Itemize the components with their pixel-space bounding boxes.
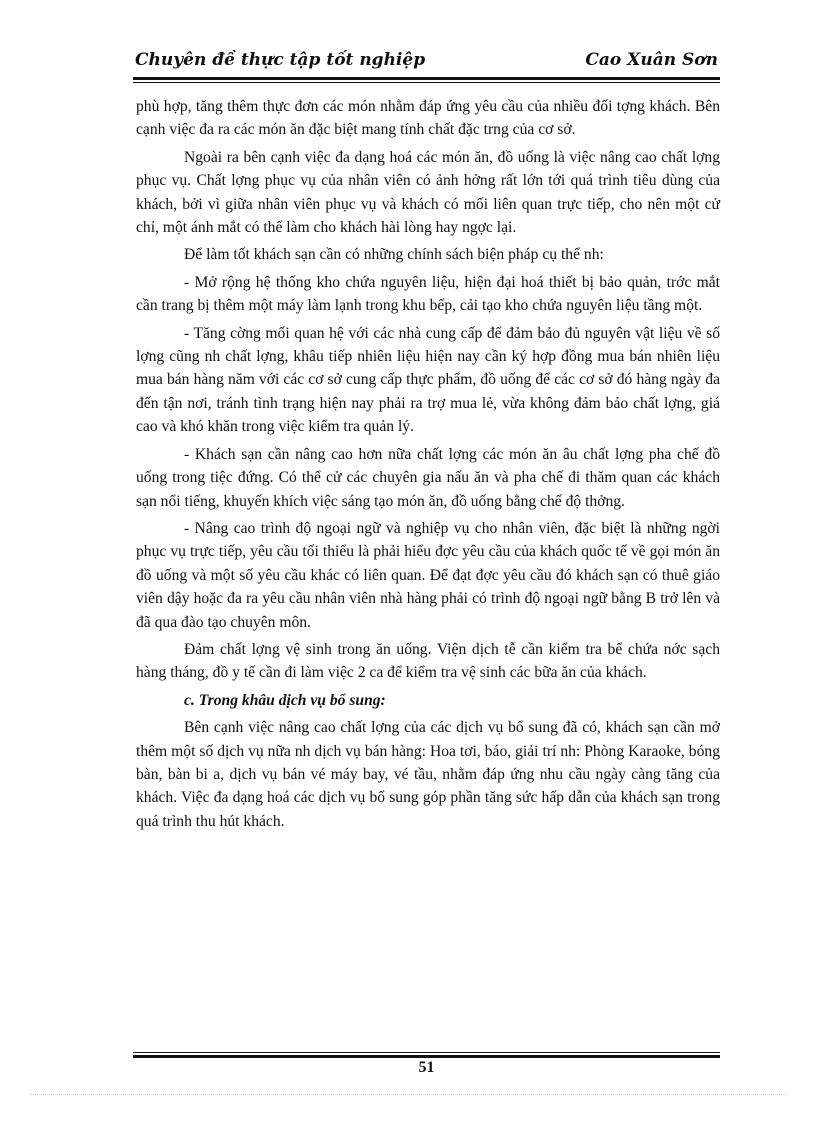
body-paragraph: Bên cạnh việc nâng cao chất lợng của các dịch vụ bổ sung đã có, khách sạn cần mở thêm một số dịch vụ nữa nh dịch vụ bán hàng: Hoa tơi, báo, giải trí nh: Phòng Karaoke, bóng bàn, bàn bi a, dịch vụ bán vé máy bay, vé tầu, nhằm đáp ứng nhu cầu ngày càng tăng của khách. Việc đa dạng hoá các dịch vụ bổ sung góp phần tăng sức hấp dẫn của khách sạn trong quá trình thu hút khách. bbox=[136, 719, 720, 830]
body-paragraph: Để làm tốt khách sạn cần có những chính sách biện pháp cụ thể nh: bbox=[184, 246, 604, 264]
footer-rule-thin bbox=[133, 1052, 720, 1053]
page-number: 51 bbox=[418, 1059, 435, 1076]
body-paragraph: phù hợp, tăng thêm thực đơn các món nhằm đáp ứng yêu cầu của nhiều đối tợng khách. Bên cạnh việc đa ra các món ăn đặc biệt mang tính chất đặc trng của cơ sở. bbox=[136, 98, 720, 139]
bullet-paragraph: - Mở rộng hệ thống kho chứa nguyên liệu, hiện đại hoá thiết bị bảo quản, trớc mắt cần trang bị thêm một máy làm lạnh trong khu bếp, cải tạo kho chứa nguyên liệu tầng một. bbox=[136, 273, 720, 315]
bullet-paragraph: - Khách sạn cần nâng cao hơn nữa chất lợng các món ăn âu chất lợng pha chế đồ uống trong tiệc đứng. Có thể cử các chuyên gia nấu ăn và pha chế đi thăm quan các khách sạn nổi tiếng, khuyến khích việc sáng tạo món ăn, đồ uống bằng chế độ thởng. bbox=[136, 445, 720, 510]
header-rule-thin bbox=[133, 82, 720, 83]
header-rule-thick bbox=[133, 77, 720, 80]
bullet-paragraph: - Tăng cờng mối quan hệ với các nhà cung cấp để đảm bảo đủ nguyên vật liệu về số lợng cũng nh chất lợng, khâu tiếp nhiên liệu hiện nay cần ký hợp đồng mua bán nhiên liệu mua bán hàng năm với các cơ sở cung cấp thực phẩm, đồ uống để các cơ sở đó hàng ngày đa đến tận nơi, tránh tình trạng hiện nay phải ra trợ mua lẻ, vừa không đảm bảo chất lợng, giá cao và khó khăn trong việc kiểm tra quản lý. bbox=[136, 324, 720, 436]
body-paragraph: Ngoài ra bên cạnh việc đa dạng hoá các món ăn, đồ uống là việc nâng cao chất lợng phục vụ. Chất lợng phục vụ của nhân viên có ảnh hởng rất lớn tới quá trình tiêu dùng của khách, bởi vì giữa nhân viên phục vụ và khách có mối liên quan trực tiếp, cho nên một cử chỉ, một ánh mắt có thể làm cho khách hài lòng hay ngợc lại. bbox=[136, 148, 720, 237]
page-body bbox=[136, 95, 720, 837]
section-heading: c. Trong khâu dịch vụ bổ sung: bbox=[184, 691, 386, 709]
page-edge-dotted-line bbox=[30, 1094, 786, 1095]
header-document-title: Chuyên đề thực tập tốt nghiệp bbox=[135, 50, 426, 70]
bullet-paragraph: - Nâng cao trình độ ngoại ngữ và nghiệp vụ cho nhân viên, đặc biệt là những ngời phục vụ trực tiếp, yêu cầu tối thiểu là phải hiểu đợc yêu cầu của khách quốc tế về gọi món ăn đồ uống và một số yêu cầu khác có liên quan. Để đạt đợc yêu cầu đó khách sạn có thuê giáo viên dậy hoặc đa ra yêu cầu nhân viên nhà hàng phải có trình độ ngoại ngữ bằng B trở lên và đã qua đào tạo chuyên môn. bbox=[136, 519, 720, 631]
header-author-name: Cao Xuân Sơn bbox=[585, 50, 718, 70]
footer-rule-thick bbox=[133, 1055, 720, 1058]
page-header bbox=[133, 48, 720, 78]
body-paragraph: Đảm chất lợng vệ sinh trong ăn uống. Viện dịch tễ cần kiểm tra bể chứa nớc sạch hàng tháng, đồ y tế cần đi làm việc 2 ca để kiểm tra vệ sinh các bữa ăn của khách. bbox=[136, 640, 720, 682]
